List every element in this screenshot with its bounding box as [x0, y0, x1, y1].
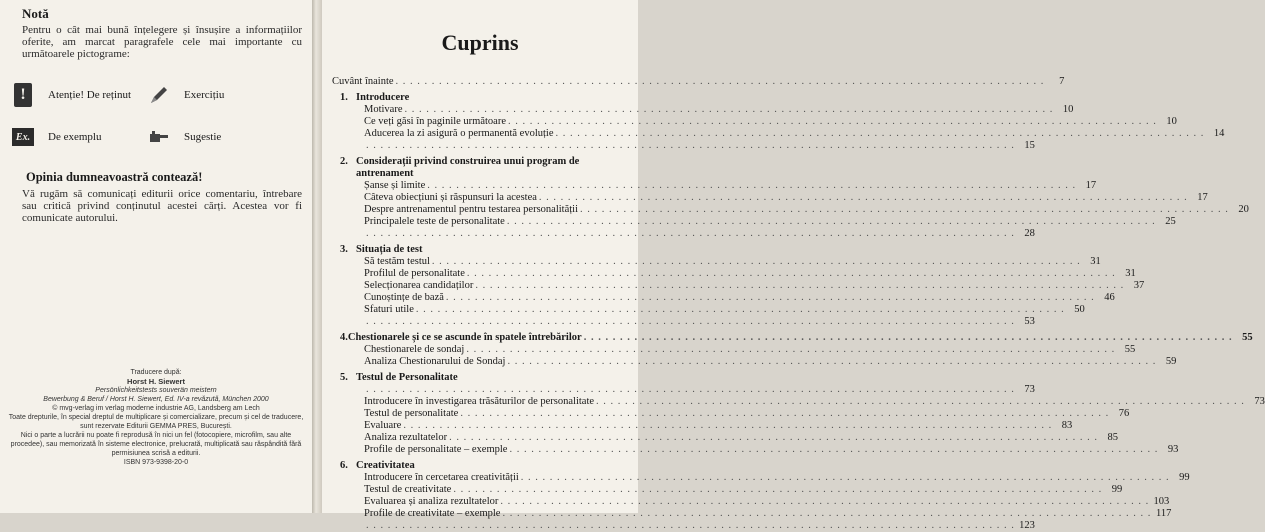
toc-leader-dots: [460, 408, 1109, 420]
pictogram-exemplu-label: De exemplu: [48, 131, 102, 143]
toc-page-number: 55: [1124, 344, 1136, 355]
toc-page-number: 85: [1107, 432, 1118, 443]
toc-page-number: 73: [1254, 396, 1265, 407]
toc-entry-title: Analiza rezultatelor: [364, 432, 448, 443]
toc-page-number: 17: [1197, 192, 1208, 203]
toc-page-number: 31: [1090, 256, 1101, 267]
toc-leader-dots: [596, 396, 1245, 408]
toc-entry-title: Analiza Chestionarului de Sondaj: [364, 356, 506, 367]
credits-reproduction: Nici o parte a lucrării nu poate fi reprodusă în nici un fel (fotocopiere, microfilm, sau alte procedee), sau memorizată în sisteme electronice, prelucrată, multiplicată sau răspândită fără permisiunea scrisă a editurii.: [10, 432, 302, 457]
right-page: [322, 0, 1265, 531]
toc-entry-title: Evaluare: [364, 420, 402, 431]
toc-entry-title: Profilul de personalitate: [364, 268, 465, 279]
toc-entry-title: Sfaturi utile: [364, 304, 414, 315]
toc-leader-dots: [584, 332, 1233, 344]
toc-leader-dots: [416, 304, 1065, 316]
toc-leader-dots: [366, 520, 1015, 532]
pencil-icon: [148, 84, 170, 106]
opinia-title: Opinia dumneavoastră contează!: [26, 170, 203, 184]
toc-chapter-title-continued: antrenament: [356, 168, 414, 179]
toc-page-number: 37: [1133, 280, 1145, 291]
toc-entry: [332, 396, 1265, 408]
toc-leader-dots: [432, 256, 1081, 268]
toc-entry: [332, 76, 1065, 88]
toc-page-number: 31: [1125, 268, 1136, 279]
exclamation-icon: !: [12, 84, 34, 106]
toc-page-number: 53: [1024, 316, 1035, 327]
pictogram-sugestie-label: Sugestie: [184, 131, 222, 143]
credits-author: Horst H. Siewert: [127, 377, 185, 386]
toc-leader-dots: [507, 216, 1156, 228]
toc-leader-dots: [427, 180, 1076, 192]
toc-entry: [332, 140, 1035, 152]
credits-original-title: Persönlichkeitstests souverän meistern: [95, 387, 217, 394]
toc-leader-dots: [509, 444, 1158, 456]
toc-entry: [332, 496, 1170, 508]
toc-entry-title: Testul de Personalitate: [356, 372, 458, 383]
toc-leader-dots: [396, 76, 1045, 88]
toc-page-number: 117: [1155, 508, 1172, 519]
pictogram-atentie: [12, 84, 131, 106]
toc-page-number: 93: [1167, 444, 1179, 455]
toc-leader-dots: [446, 292, 1095, 304]
toc-entry-title: Principalele teste de personalitate: [364, 216, 505, 227]
nota-title: Notă: [22, 6, 49, 21]
toc-entry-title: Cuvânt înainte: [332, 76, 394, 87]
toc-leader-dots: [366, 316, 1015, 328]
toc-entry-title: Testul de personalitate: [364, 408, 459, 419]
toc-page-number: 14: [1213, 128, 1225, 139]
toc-entry: [332, 420, 1073, 432]
toc-entry-title: Șanse și limite: [364, 180, 426, 191]
credits-line: Traducere după:: [130, 369, 182, 376]
toc-page-number: 55: [1242, 332, 1253, 343]
toc-leader-dots: [502, 508, 1151, 520]
toc-entry: [332, 104, 1074, 116]
toc-entry-title: Motivare: [364, 104, 403, 115]
toc-page-number: 123: [1019, 520, 1035, 531]
toc-entry: [332, 508, 1172, 520]
toc-leader-dots: [539, 192, 1188, 204]
nota-text: Pentru o cât mai bună înțelegere și însușire a informațiilor oferite, am marcat paragrafele cele mai importante cu următoarele pictograme:: [22, 24, 302, 60]
toc-page-number: 50: [1074, 304, 1085, 315]
credits-isbn: ISBN 973-9398-20-0: [123, 459, 189, 466]
credits-rights: Toate drepturile, în special dreptul de multiplicare și comercializare, precum și cel de traducere, sunt rezervate Editurii GEMMA PRES, București.: [8, 414, 304, 430]
toc-entry-title: Introducere în cercetarea creativității: [364, 472, 519, 483]
toc-entry: [332, 444, 1179, 456]
toc-leader-dots: [580, 204, 1229, 216]
toc-entry-title: Câteva obiecțiuni și răspunsuri la acestea: [364, 192, 537, 203]
pictogram-atentie-label: Atenție! De reținut: [48, 89, 132, 101]
toc-page-number: 46: [1104, 292, 1115, 303]
toc-chapter-number: 3.: [340, 244, 348, 255]
toc-entry: [332, 256, 1101, 268]
credits-edition: Bewerbung & Beruf / Horst H. Siewert, Ed. IV-a revăzută, München 2000: [43, 396, 269, 403]
toc-chapter: [332, 156, 630, 168]
left-page: [0, 0, 312, 513]
toc-chapter-number: 2.: [340, 156, 348, 167]
toc-page-number: 25: [1165, 216, 1176, 227]
toc-leader-dots: [366, 140, 1015, 152]
toc-leader-dots: [508, 116, 1157, 128]
toc-entry: [332, 280, 1145, 292]
toc-entry: [332, 472, 1190, 484]
pictogram-exemplu: [12, 126, 101, 148]
toc-entry-title: Profile de creativitate – exemple: [364, 508, 501, 519]
toc-entry-title: Chestionarele și ce se ascunde în spatele întrebărilor: [347, 332, 582, 343]
toc-entry-title: Ce veți găsi în paginile următoare: [364, 116, 506, 127]
toc-chapter-number: 1.: [340, 92, 348, 103]
toc-entry: [332, 344, 1136, 356]
toc-entry-title: Aducerea la zi asigură o permanentă evoluție: [364, 128, 554, 139]
toc-chapter: [332, 372, 630, 384]
toc-leader-dots: [475, 280, 1124, 292]
toc-leader-dots: [366, 384, 1015, 396]
toc-chapter-number: 6.: [340, 460, 348, 471]
pictogram-sugestie: [148, 126, 221, 148]
toc-entry: [332, 316, 1035, 328]
toc-page-number: 10: [1166, 116, 1177, 127]
toc-entry: [332, 192, 1208, 204]
toc-leader-dots: [405, 104, 1054, 116]
pictogram-exercitiu-label: Exercițiu: [184, 89, 225, 101]
page-title: Cuprins: [441, 30, 519, 55]
toc-chapter: [332, 332, 1253, 344]
toc-entry: [332, 484, 1123, 496]
toc-entry: [332, 356, 1177, 368]
toc-entry: [332, 180, 1097, 192]
toc-chapter: [332, 460, 630, 472]
toc-entry: [332, 216, 1176, 228]
toc-entry-title: Testul de creativitate: [364, 484, 452, 495]
example-badge-icon: Ex.: [12, 126, 34, 148]
toc-leader-dots: [466, 344, 1115, 356]
toc-entry: [332, 292, 1115, 304]
toc-page-number: 7: [1059, 76, 1065, 87]
toc-entry: [332, 268, 1136, 280]
toc-entry-title: Selecționarea candidaților: [364, 280, 474, 291]
toc-leader-dots: [507, 356, 1156, 368]
toc-page-number: 73: [1024, 384, 1035, 395]
toc-chapter: [332, 92, 630, 104]
toc-page-number: 99: [1111, 484, 1123, 495]
toc-page-number: 103: [1153, 496, 1170, 507]
toc-entry-title: Creativitatea: [356, 460, 415, 471]
toc-entry: [332, 304, 1085, 316]
toc-leader-dots: [453, 484, 1102, 496]
toc-leader-dots: [500, 496, 1149, 508]
book-gutter: [312, 0, 322, 513]
toc-entry-title: Să testăm testul: [364, 256, 430, 267]
toc-entry-title: Despre antrenamentul pentru testarea personalității: [364, 204, 578, 215]
toc-entry-title: Cunoștințe de bază: [364, 292, 444, 303]
toc-page-number: 15: [1024, 140, 1035, 151]
toc-leader-dots: [556, 128, 1205, 140]
toc-leader-dots: [521, 472, 1170, 484]
toc-page-number: 28: [1024, 228, 1035, 239]
toc-entry-title: Profile de personalitate – exemple: [364, 444, 508, 455]
toc-entry: [332, 384, 1035, 396]
toc-page-number: 83: [1061, 420, 1073, 431]
credits-block: [6, 368, 306, 467]
pointing-hand-icon: [148, 126, 170, 148]
toc-entry-title: Situația de test: [356, 244, 423, 255]
credits-copyright: © mvg-verlag im verlag moderne industrie AG, Landsberg am Lech: [52, 405, 260, 412]
table-of-contents: [332, 76, 1265, 532]
toc-page-number: 17: [1085, 180, 1097, 191]
toc-entry: [332, 128, 1225, 140]
toc-entry: [332, 408, 1130, 420]
toc-page-number: 10: [1062, 104, 1074, 115]
toc-leader-dots: [403, 420, 1052, 432]
toc-entry-title: Chestionarele de sondaj: [364, 344, 465, 355]
toc-chapter-number: 4.: [340, 332, 348, 343]
toc-chapter: [332, 244, 630, 256]
pictogram-exercitiu: [148, 84, 224, 106]
toc-entry: [332, 116, 1177, 128]
toc-entry-title: Considerații privind construirea unui program de: [356, 156, 580, 167]
toc-leader-dots: [449, 432, 1098, 444]
toc-page-number: 59: [1165, 356, 1177, 367]
toc-page-number: 99: [1179, 472, 1190, 483]
toc-page-number: 20: [1238, 204, 1249, 215]
toc-chapter-number: 5.: [340, 372, 348, 383]
toc-leader-dots: [366, 228, 1015, 240]
toc-entry-title: Introducere în investigarea trăsăturilor de personalitate: [364, 396, 595, 407]
toc-entry: [332, 520, 1035, 532]
toc-entry: [332, 228, 1035, 240]
toc-page-number: 76: [1118, 408, 1130, 419]
toc-entry-title: Introducere: [356, 92, 410, 103]
toc-leader-dots: [467, 268, 1116, 280]
toc-entry: [332, 432, 1118, 444]
toc-entry-title: Evaluarea și analiza rezultatelor: [364, 496, 499, 507]
toc-entry: [332, 204, 1249, 216]
opinia-text: Vă rugăm să comunicați editurii orice comentariu, întrebare sau critică privind conținutul acestei cărți. Acestea vor fi comunicate autorului.: [22, 188, 302, 224]
